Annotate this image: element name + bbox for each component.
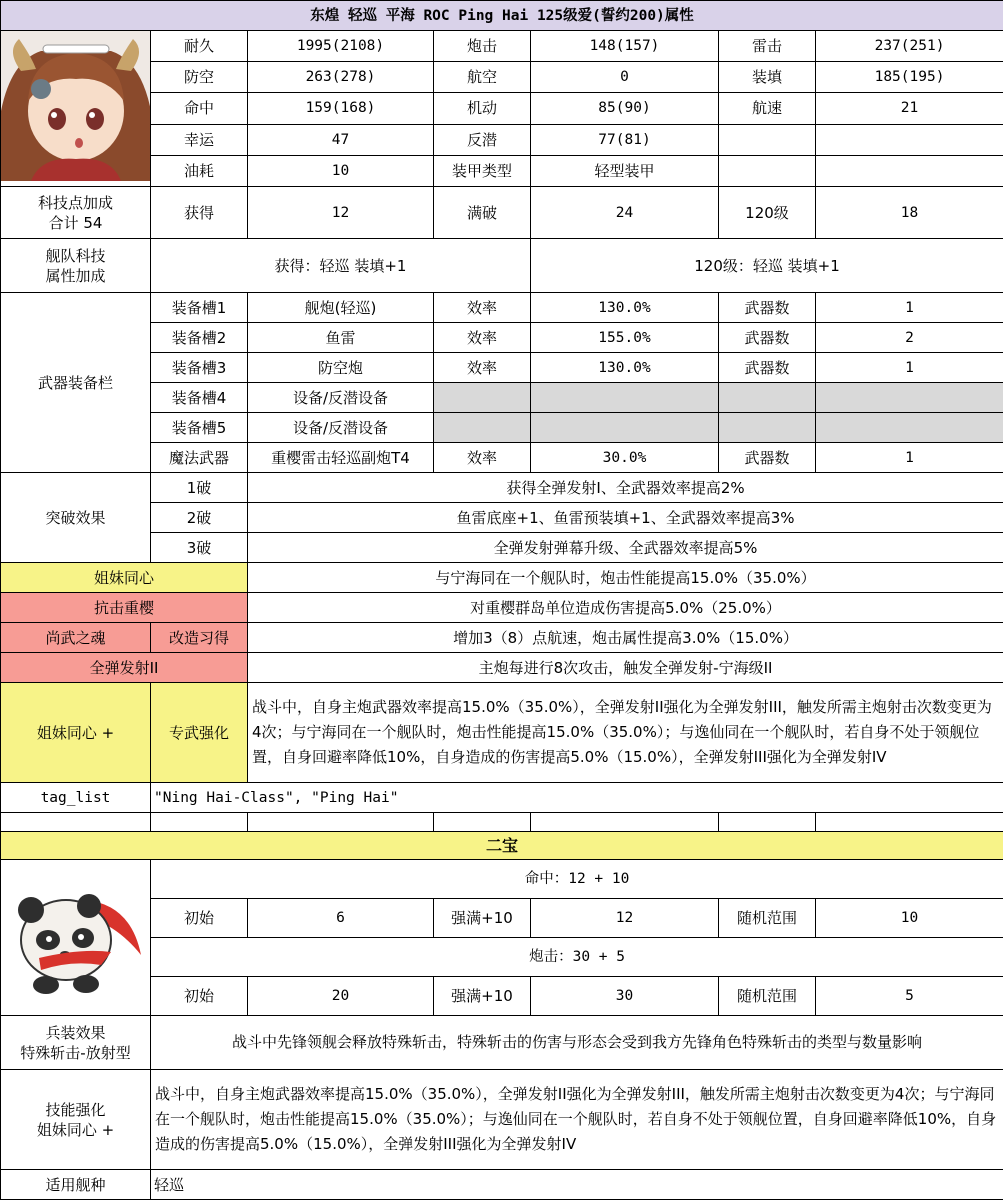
stat-value bbox=[816, 124, 1003, 155]
applicable-type-value: 轻巡 bbox=[151, 1170, 1003, 1200]
slot-empty bbox=[816, 383, 1003, 413]
slot-type: 舰炮(轻巡) bbox=[248, 293, 434, 323]
stat-label: 装填 bbox=[719, 62, 816, 93]
breakthrough-effect: 全弹发射弹幕升级、全武器效率提高5% bbox=[248, 533, 1003, 563]
equip-effect-desc: 战斗中先锋领舰会释放特殊斩击，特殊斩击的伤害与形态会受到我方先锋角色特殊斩击的类型与数量影响 bbox=[151, 1016, 1003, 1070]
stat-key: 随机范围 bbox=[719, 977, 816, 1016]
tech-key: 120级 bbox=[719, 187, 816, 239]
stat-label: 命中 bbox=[151, 93, 248, 124]
stat-label bbox=[719, 155, 816, 186]
stat-value: 159(168) bbox=[248, 93, 434, 124]
special-skill-source: 专武强化 bbox=[151, 683, 248, 783]
stat-label bbox=[719, 124, 816, 155]
slot-type: 鱼雷 bbox=[248, 323, 434, 353]
slot-empty bbox=[719, 413, 816, 443]
equip-title: 二宝 bbox=[1, 832, 1003, 860]
skill-desc: 主炮每进行8次攻击，触发全弹发射-宁海级II bbox=[248, 653, 1003, 683]
stat-value: 20 bbox=[248, 977, 434, 1016]
stat-value: 1995(2108) bbox=[248, 31, 434, 62]
stat-label: 幸运 bbox=[151, 124, 248, 155]
tech-key: 获得 bbox=[151, 187, 248, 239]
stat-label: 雷击 bbox=[719, 31, 816, 62]
stat-key: 初始 bbox=[151, 899, 248, 938]
slot-count-label: 武器数 bbox=[719, 323, 816, 353]
stat-value: 0 bbox=[531, 62, 719, 93]
skill-name: 抗击重樱 bbox=[1, 593, 248, 623]
slot-name: 装备槽5 bbox=[151, 413, 248, 443]
stat-key: 强满+10 bbox=[434, 899, 531, 938]
slot-count-value: 1 bbox=[816, 443, 1003, 473]
stat-key: 初始 bbox=[151, 977, 248, 1016]
skill-name: 全弹发射II bbox=[1, 653, 248, 683]
slot-eff-label: 效率 bbox=[434, 293, 531, 323]
slot-count-label: 武器数 bbox=[719, 353, 816, 383]
slot-type: 重樱雷击轻巡副炮T4 bbox=[248, 443, 434, 473]
stat-value: 6 bbox=[248, 899, 434, 938]
fleet-tech-label: 舰队科技 属性加成 bbox=[1, 239, 151, 293]
slot-eff-value: 155.0% bbox=[531, 323, 719, 353]
slot-empty bbox=[434, 383, 531, 413]
stat-label: 油耗 bbox=[151, 155, 248, 186]
slot-empty bbox=[434, 413, 531, 443]
ship-title: 东煌 轻巡 平海 ROC Ping Hai 125级爱(誓约200)属性 bbox=[1, 1, 1003, 31]
skill-desc: 增加3（8）点航速，炮击属性提高3.0%（15.0%） bbox=[248, 623, 1003, 653]
stat-value bbox=[816, 155, 1003, 186]
tech-value: 24 bbox=[531, 187, 719, 239]
slot-name: 装备槽2 bbox=[151, 323, 248, 353]
slot-name: 魔法武器 bbox=[151, 443, 248, 473]
stat-label: 装甲类型 bbox=[434, 155, 531, 186]
equip-portrait bbox=[1, 860, 151, 1016]
slot-count-label: 武器数 bbox=[719, 443, 816, 473]
slot-empty bbox=[531, 413, 719, 443]
skill-name: 尚武之魂 bbox=[1, 623, 151, 653]
slot-count-value: 1 bbox=[816, 293, 1003, 323]
stat-label: 机动 bbox=[434, 93, 531, 124]
slot-name: 装备槽3 bbox=[151, 353, 248, 383]
stat-value: 148(157) bbox=[531, 31, 719, 62]
skill-boost-desc: 战斗中，自身主炮武器效率提高15.0%（35.0%），全弹发射II强化为全弹发射III，触发所需主炮射击次数变更为4次；与宁海同在一个舰队时，炮击性能提高15.0%（35.0%）；与逸仙同在一个舰队时，若自身不处于领舰位置，自身回避率降低10%，自身造成的伤害提高5.0%（15.0%），全弹发射III强化为全弹发射IV bbox=[151, 1070, 1003, 1170]
slot-eff-value: 30.0% bbox=[531, 443, 719, 473]
stat-label: 炮击 bbox=[434, 31, 531, 62]
equipment-table bbox=[0, 831, 1003, 1200]
stat-header: 命中：12 + 10 bbox=[151, 860, 1003, 899]
tech-points-label: 科技点加成 合计 54 bbox=[1, 187, 151, 239]
stat-value: 85(90) bbox=[531, 93, 719, 124]
stat-label: 反潜 bbox=[434, 124, 531, 155]
slot-name: 装备槽4 bbox=[151, 383, 248, 413]
stat-value: 21 bbox=[816, 93, 1003, 124]
stat-value: 185(195) bbox=[816, 62, 1003, 93]
skill-name: 姐妹同心 bbox=[1, 563, 248, 593]
stat-value: 47 bbox=[248, 124, 434, 155]
stat-label: 耐久 bbox=[151, 31, 248, 62]
breakthrough-level: 2破 bbox=[151, 503, 248, 533]
breakthrough-effect: 获得全弹发射I、全武器效率提高2% bbox=[248, 473, 1003, 503]
slot-eff-label: 效率 bbox=[434, 353, 531, 383]
slot-count-label: 武器数 bbox=[719, 293, 816, 323]
stat-value: 5 bbox=[816, 977, 1003, 1016]
breakthrough-label: 突破效果 bbox=[1, 473, 151, 563]
slot-eff-value: 130.0% bbox=[531, 293, 719, 323]
stat-header: 炮击：30 + 5 bbox=[151, 938, 1003, 977]
fleet-tech-obtain: 获得：轻巡 装填+1 bbox=[151, 239, 531, 293]
stat-value: 263(278) bbox=[248, 62, 434, 93]
panda-icon bbox=[1, 860, 151, 1010]
tech-key: 满破 bbox=[434, 187, 531, 239]
stat-label: 航空 bbox=[434, 62, 531, 93]
skill-desc: 对重樱群岛单位造成伤害提高5.0%（25.0%） bbox=[248, 593, 1003, 623]
slot-type: 防空炮 bbox=[248, 353, 434, 383]
special-skill-desc: 战斗中，自身主炮武器效率提高15.0%（35.0%），全弹发射II强化为全弹发射III，触发所需主炮射击次数变更为4次；与宁海同在一个舰队时，炮击性能提高15.0%（35.0%）；与逸仙同在一个舰队时，若自身不处于领舰位置，自身回避率降低10%，自身造成的伤害提高5.0%（15.0%），全弹发射III强化为全弹发射IV bbox=[248, 683, 1003, 783]
tag-list-value: "Ning Hai-Class", "Ping Hai" bbox=[151, 783, 1003, 813]
slot-type: 设备/反潜设备 bbox=[248, 383, 434, 413]
breakthrough-level: 1破 bbox=[151, 473, 248, 503]
stat-value: 轻型装甲 bbox=[531, 155, 719, 186]
slot-eff-label: 效率 bbox=[434, 323, 531, 353]
tag-list-label: tag_list bbox=[1, 783, 151, 813]
slot-empty bbox=[719, 383, 816, 413]
stat-label: 防空 bbox=[151, 62, 248, 93]
slot-count-value: 2 bbox=[816, 323, 1003, 353]
stat-key: 强满+10 bbox=[434, 977, 531, 1016]
slot-empty bbox=[531, 383, 719, 413]
fleet-tech-level120: 120级：轻巡 装填+1 bbox=[531, 239, 1003, 293]
stat-value: 30 bbox=[531, 977, 719, 1016]
tech-value: 18 bbox=[816, 187, 1003, 239]
stat-value: 12 bbox=[531, 899, 719, 938]
skill-source: 改造习得 bbox=[151, 623, 248, 653]
stat-value: 77(81) bbox=[531, 124, 719, 155]
slot-name: 装备槽1 bbox=[151, 293, 248, 323]
breakthrough-effect: 鱼雷底座+1、鱼雷预装填+1、全武器效率提高3% bbox=[248, 503, 1003, 533]
tech-value: 12 bbox=[248, 187, 434, 239]
slot-eff-label: 效率 bbox=[434, 443, 531, 473]
stat-value: 10 bbox=[248, 155, 434, 186]
stat-key: 随机范围 bbox=[719, 899, 816, 938]
stat-value: 237(251) bbox=[816, 31, 1003, 62]
weapon-slots-label: 武器装备栏 bbox=[1, 293, 151, 473]
stat-value: 10 bbox=[816, 899, 1003, 938]
slot-type: 设备/反潜设备 bbox=[248, 413, 434, 443]
skill-boost-label: 技能强化 姐妹同心 + bbox=[1, 1070, 151, 1170]
applicable-type-label: 适用舰种 bbox=[1, 1170, 151, 1200]
ship-portrait bbox=[1, 31, 151, 187]
equip-effect-label: 兵装效果 特殊斩击-放射型 bbox=[1, 1016, 151, 1070]
slot-count-value: 1 bbox=[816, 353, 1003, 383]
special-skill-name: 姐妹同心 + bbox=[1, 683, 151, 783]
slot-eff-value: 130.0% bbox=[531, 353, 719, 383]
character-portrait-icon bbox=[1, 31, 151, 181]
breakthrough-level: 3破 bbox=[151, 533, 248, 563]
stat-label: 航速 bbox=[719, 93, 816, 124]
skill-desc: 与宁海同在一个舰队时，炮击性能提高15.0%（35.0%） bbox=[248, 563, 1003, 593]
slot-empty bbox=[816, 413, 1003, 443]
